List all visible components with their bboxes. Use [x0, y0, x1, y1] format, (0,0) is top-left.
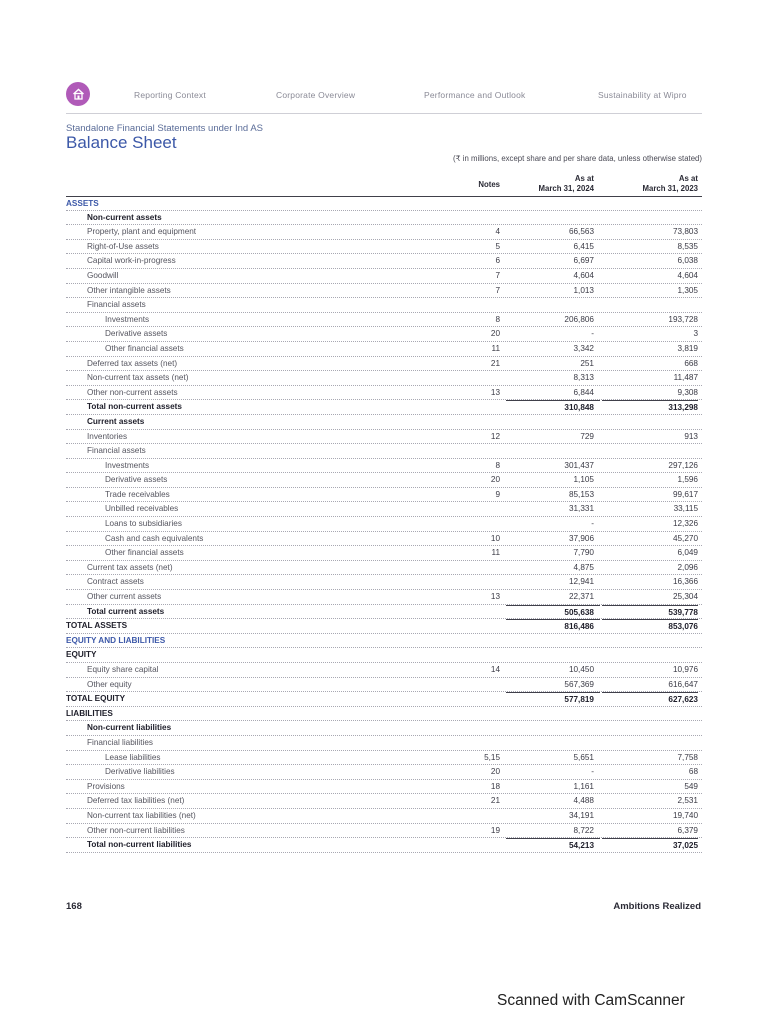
- row-label: Inventories: [87, 431, 128, 441]
- row-label: Cash and cash equivalents: [105, 533, 204, 543]
- table-row: [66, 327, 702, 342]
- row-label: Non-current assets: [87, 212, 162, 222]
- row-label: Other financial assets: [105, 343, 184, 353]
- row-label: TOTAL EQUITY: [66, 694, 126, 704]
- value-2023: 297,126: [668, 460, 698, 470]
- row-label: Deferred tax assets (net): [87, 358, 178, 368]
- top-nav: [66, 82, 702, 106]
- column-header-2024-line1: As at: [574, 174, 594, 183]
- column-header-2023-line2: March 31, 2023: [642, 184, 698, 193]
- row-label: Property, plant and equipment: [87, 227, 197, 237]
- row-label: Right-of-Use assets: [87, 241, 159, 251]
- row-label: Deferred tax liabilities (net): [87, 796, 185, 806]
- table-row: [66, 780, 702, 795]
- value-2024: 1,161: [573, 781, 594, 791]
- value-2023: 19,740: [672, 810, 698, 820]
- row-notes: 8: [495, 460, 500, 470]
- table-row: [66, 196, 702, 211]
- table-row: [66, 751, 702, 766]
- home-icon: [72, 88, 85, 100]
- value-2023: 68: [688, 767, 698, 777]
- table-row: [66, 546, 702, 561]
- value-2023: 6,049: [677, 548, 698, 558]
- row-label: ASSETS: [66, 199, 99, 208]
- row-label: Capital work-in-progress: [87, 256, 176, 266]
- value-2023: 2,531: [677, 796, 698, 806]
- table-row: [66, 692, 702, 707]
- row-notes: 10: [490, 533, 500, 543]
- row-label: Non-current tax assets (net): [87, 373, 189, 383]
- value-2023: 12,326: [672, 519, 698, 529]
- table-row: [66, 444, 702, 459]
- row-notes: 13: [490, 592, 500, 602]
- table-row: [66, 736, 702, 751]
- value-2023: 3: [693, 329, 698, 339]
- table-row: [66, 517, 702, 532]
- row-label: Goodwill: [87, 270, 119, 280]
- row-label: Loans to subsidiaries: [105, 519, 182, 529]
- value-2023: 193,728: [668, 314, 698, 324]
- table-row: [66, 430, 702, 445]
- value-2023: 539,778: [602, 605, 698, 617]
- value-2023: 616,647: [668, 679, 698, 689]
- row-label: Other non-current liabilities: [87, 825, 185, 835]
- nav-link-corporate-overview[interactable]: Corporate Overview: [276, 90, 356, 100]
- table-row: [66, 561, 702, 576]
- table-row: [66, 809, 702, 824]
- row-notes: 7: [495, 285, 500, 295]
- table-row: [66, 663, 702, 678]
- table-row: [66, 590, 702, 605]
- table-row: [66, 634, 702, 649]
- row-label: Derivative liabilities: [105, 767, 175, 777]
- table-row: [66, 678, 702, 693]
- table-row: [66, 619, 702, 634]
- value-2024: 729: [580, 431, 594, 441]
- value-2023: 1,305: [677, 285, 698, 295]
- table-row: [66, 298, 702, 313]
- row-label: TOTAL ASSETS: [66, 621, 128, 631]
- value-2024: 3,342: [573, 343, 594, 353]
- value-2023: 99,617: [672, 489, 698, 499]
- row-label: Non-current tax liabilities (net): [87, 810, 196, 820]
- row-label: Provisions: [87, 781, 125, 791]
- nav-divider: [66, 113, 702, 114]
- table-row: [66, 502, 702, 517]
- row-notes: 13: [490, 387, 500, 397]
- table-row: [66, 386, 702, 401]
- row-notes: 21: [490, 358, 500, 368]
- notes-column-header: Notes: [478, 180, 500, 189]
- value-2024: 12,941: [568, 577, 594, 587]
- row-notes: 21: [490, 796, 500, 806]
- row-label: Investments: [105, 460, 150, 470]
- row-label: Derivative assets: [105, 329, 168, 339]
- table-row: [66, 707, 702, 722]
- row-label: EQUITY AND LIABILITIES: [66, 635, 166, 645]
- value-2024: 6,415: [573, 241, 594, 251]
- table-row: [66, 371, 702, 386]
- value-2024: 4,488: [573, 796, 594, 806]
- value-2023: 8,535: [677, 241, 698, 251]
- row-notes: 20: [490, 329, 500, 339]
- value-2023: 9,308: [677, 387, 698, 397]
- value-2023: 16,366: [672, 577, 698, 587]
- value-2023: 37,025: [602, 838, 698, 850]
- table-row: [66, 488, 702, 503]
- row-notes: 7: [495, 270, 500, 280]
- row-label: Other financial assets: [105, 548, 184, 558]
- value-2024: 6,844: [573, 387, 594, 397]
- home-button[interactable]: [66, 82, 90, 106]
- table-row: [66, 459, 702, 474]
- row-notes: 19: [490, 825, 500, 835]
- value-2024: 577,819: [506, 692, 600, 704]
- value-2023: 6,038: [677, 256, 698, 266]
- nav-link-reporting-context[interactable]: Reporting Context: [134, 90, 206, 100]
- table-row: [66, 605, 702, 620]
- row-notes: 12: [490, 431, 500, 441]
- value-2024: 1,105: [573, 475, 594, 485]
- row-label: Investments: [105, 314, 150, 324]
- row-label: Derivative assets: [105, 475, 168, 485]
- column-headers: [66, 172, 702, 196]
- table-row: [66, 284, 702, 299]
- value-2024: 206,806: [564, 314, 594, 324]
- row-notes: 20: [490, 767, 500, 777]
- table-row: [66, 721, 702, 736]
- row-label: Financial assets: [87, 300, 146, 310]
- table-row: [66, 400, 702, 415]
- value-2024: -: [591, 329, 594, 339]
- row-label: Other current assets: [87, 592, 162, 602]
- row-notes: 11: [491, 343, 500, 353]
- row-notes: 4: [495, 227, 500, 237]
- row-label: Financial liabilities: [87, 737, 153, 747]
- table-row: [66, 415, 702, 430]
- value-2023: 33,115: [673, 504, 698, 514]
- table-row: [66, 342, 702, 357]
- scanner-watermark: Scanned with CamScanner: [497, 992, 685, 1009]
- value-2024: 4,604: [573, 270, 594, 280]
- value-2024: 37,906: [568, 533, 594, 543]
- value-2024: 505,638: [506, 605, 600, 617]
- value-2023: 2,096: [677, 562, 698, 572]
- value-2024: 66,563: [568, 227, 594, 237]
- value-2023: 7,758: [677, 752, 698, 762]
- row-label: Equity share capital: [87, 665, 159, 674]
- unit-note: (₹ in millions, except share and per share data, unless otherwise stated): [453, 154, 702, 163]
- value-2024: 31,331: [568, 504, 594, 514]
- row-label: Non-current liabilities: [87, 723, 172, 733]
- value-2023: 45,270: [672, 533, 698, 543]
- value-2024: 6,697: [573, 256, 594, 266]
- value-2023: 11,487: [673, 373, 698, 383]
- row-label: LIABILITIES: [66, 708, 113, 718]
- value-2024: 301,437: [564, 460, 594, 470]
- table-row: [66, 254, 702, 269]
- value-2024: 4,875: [573, 562, 594, 572]
- row-notes: 14: [490, 665, 500, 674]
- value-2024: 8,313: [573, 373, 594, 383]
- value-2023: 6,379: [677, 825, 698, 835]
- row-label: EQUITY: [66, 650, 97, 660]
- value-2024: 251: [580, 358, 594, 368]
- row-notes: 18: [490, 781, 500, 791]
- table-row: [66, 313, 702, 328]
- table-row: [66, 357, 702, 372]
- value-2024: 1,013: [573, 285, 594, 295]
- row-label: Unbilled receivables: [105, 504, 179, 514]
- value-2023: 313,298: [602, 400, 698, 412]
- nav-link-sustainability[interactable]: Sustainability at Wipro: [598, 90, 687, 100]
- row-notes: 6: [495, 256, 500, 266]
- value-2024: 567,369: [564, 679, 594, 689]
- value-2023: 549: [684, 781, 698, 791]
- value-2023: 1,596: [677, 475, 698, 485]
- value-2024: 310,848: [506, 400, 600, 412]
- value-2023: 627,623: [602, 692, 698, 704]
- page-number: 168: [66, 901, 82, 912]
- row-label: Total non-current liabilities: [87, 840, 192, 850]
- value-2023: 10,976: [672, 665, 698, 674]
- row-label: Other equity: [87, 679, 132, 689]
- column-header-2024: [506, 174, 600, 194]
- page-title: Balance Sheet: [66, 133, 177, 152]
- value-2023: 4,604: [677, 270, 698, 280]
- value-2024: 85,153: [568, 489, 594, 499]
- row-notes: 11: [491, 548, 500, 558]
- value-2024: 10,450: [568, 665, 594, 674]
- row-label: Contract assets: [87, 577, 144, 587]
- value-2023: 913: [684, 431, 698, 441]
- report-name: Ambitions Realized: [613, 901, 701, 912]
- table-row: [66, 794, 702, 809]
- row-notes: 20: [490, 475, 500, 485]
- row-label: Current assets: [87, 416, 145, 426]
- value-2024: 816,486: [506, 619, 600, 631]
- table-row: [66, 211, 702, 226]
- table-row: [66, 648, 702, 663]
- column-header-2024-line2: March 31, 2024: [538, 184, 594, 193]
- row-label: Total non-current assets: [87, 402, 182, 412]
- row-label: Lease liabilities: [105, 752, 161, 762]
- table-row: [66, 269, 702, 284]
- column-header-2023-line1: As at: [678, 174, 698, 183]
- row-label: Other intangible assets: [87, 285, 171, 295]
- value-2024: 54,213: [506, 838, 600, 850]
- table-row: [66, 838, 702, 853]
- table-row: [66, 225, 702, 240]
- row-notes: 9: [495, 489, 500, 499]
- balance-sheet-table: [66, 196, 702, 853]
- value-2024: 22,371: [568, 592, 594, 602]
- row-notes: 5: [495, 241, 500, 251]
- column-header-2023: [602, 174, 698, 194]
- row-label: Trade receivables: [105, 489, 170, 499]
- nav-link-performance-outlook[interactable]: Performance and Outlook: [424, 90, 526, 100]
- row-notes: 5,15: [484, 752, 500, 762]
- table-row: [66, 824, 702, 839]
- value-2024: 7,790: [573, 548, 594, 558]
- value-2024: 34,191: [568, 810, 594, 820]
- value-2023: 73,803: [672, 227, 698, 237]
- value-2023: 853,076: [602, 619, 698, 631]
- statement-subtitle: Standalone Financial Statements under Ind AS: [66, 123, 263, 134]
- value-2024: 8,722: [573, 825, 594, 835]
- value-2024: 5,651: [573, 752, 594, 762]
- table-row: [66, 240, 702, 255]
- value-2024: -: [591, 519, 594, 529]
- row-label: Current tax assets (net): [87, 562, 173, 572]
- row-label: Financial assets: [87, 446, 146, 456]
- row-notes: 8: [495, 314, 500, 324]
- value-2023: 3,819: [677, 343, 698, 353]
- value-2023: 668: [684, 358, 698, 368]
- table-row: [66, 532, 702, 547]
- value-2023: 25,304: [672, 592, 698, 602]
- table-row: [66, 473, 702, 488]
- value-2024: -: [591, 767, 594, 777]
- table-row: [66, 765, 702, 780]
- table-row: [66, 575, 702, 590]
- row-label: Other non-current assets: [87, 387, 178, 397]
- row-label: Total current assets: [87, 606, 165, 616]
